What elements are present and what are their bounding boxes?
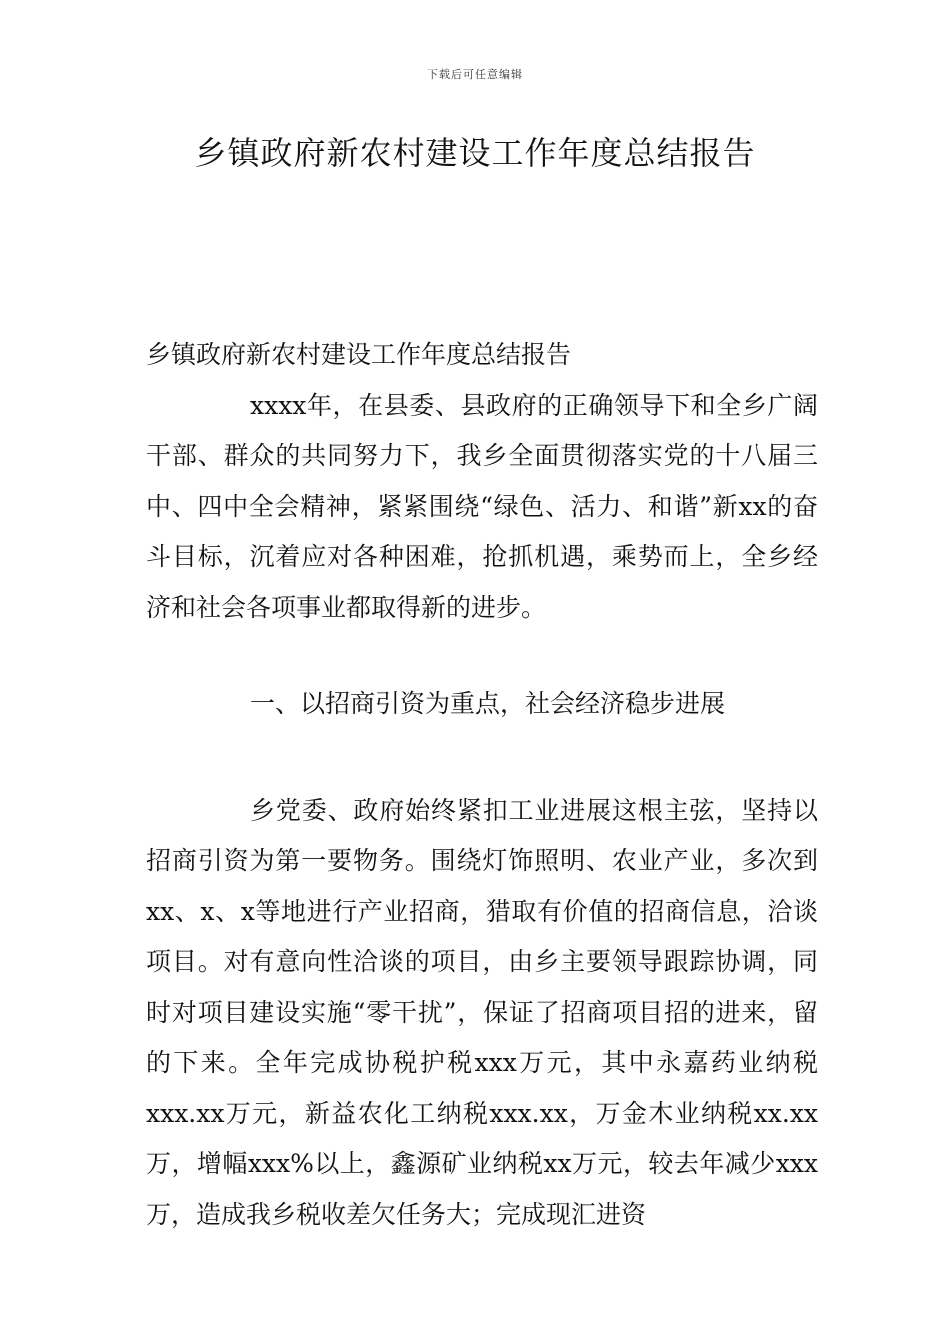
- header-note: 下载后可任意编辑: [427, 68, 523, 81]
- document-title: 乡镇政府新农村建设工作年度总结报告: [194, 134, 756, 172]
- document-subtitle: 乡镇政府新农村建设工作年度总结报告: [146, 340, 572, 369]
- document-body: [146, 330, 818, 1240]
- intro-paragraph: xxxx年，在县委、县政府的正确领导下和全乡广阔干部、群众的共同努力下，我乡全面贯彻落实党的十八届三中、四中全会精神，紧紧围绕“绿色、活力、和谐”新xx的奋斗目标，沉着应对各种困难，抢抓机遇，乘势而上，全乡经济和社会各项事业都取得新的进步。: [146, 390, 818, 622]
- section-heading: 一、以招商引资为重点，社会经济稳步进展: [250, 689, 726, 718]
- section-paragraph: 乡党委、政府始终紧扣工业进展这根主弦，坚持以招商引资为第一要物务。围绕灯饰照明、农业产业，多次到xx、x、x等地进行产业招商，猎取有价值的招商信息，洽谈项目。对有意向性洽谈的项目，由乡主要领导跟踪协调，同时对项目建设实施“零干扰”，保证了招商项目招的进来，留的下来。全年完成协税护税xxx万元，其中永嘉药业纳税xxx.xx万元，新益农化工纳税xxx.xx，万金木业纳税xx.xx万，增幅xxx%以上，鑫源矿业纳税xx万元，较去年减少xxx万，造成我乡税收差欠任务大；完成现汇进资: [146, 795, 818, 1229]
